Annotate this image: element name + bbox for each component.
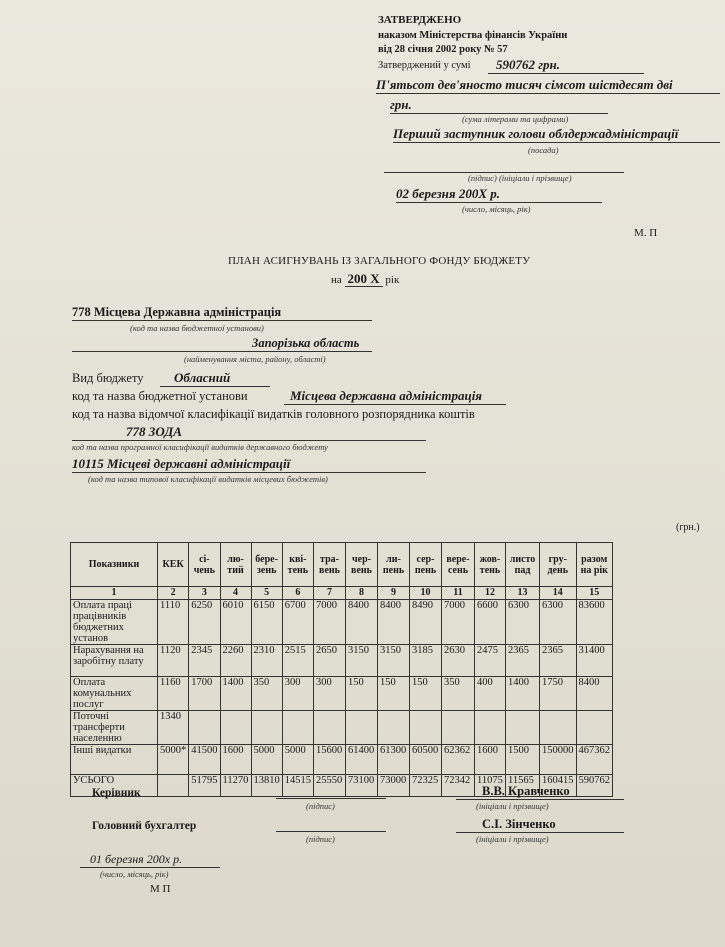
table-cell: 11565 (506, 775, 540, 797)
table-cell: 2630 (442, 645, 475, 677)
table-cell: 1700 (189, 677, 220, 711)
column-number: 7 (314, 587, 346, 600)
table-row-other-expenses (71, 745, 613, 775)
approved-sum-label: Затверджений у сумі (378, 60, 471, 71)
budget-code-label: код та назва бюджетної установи (72, 389, 248, 403)
table-cell: 72325 (410, 775, 442, 797)
header-cell: бере-зень (251, 543, 282, 587)
table-row-utilities (71, 677, 613, 711)
table-cell (540, 711, 577, 745)
row-label: Інші видатки (71, 745, 158, 775)
approval-date: 02 березня 200Х р. (396, 186, 602, 203)
accountant-name-caption: (ініціали і прізвище) (476, 834, 549, 844)
column-number: 6 (282, 587, 313, 600)
table-cell: 2365 (540, 645, 577, 677)
table-cell: 51795 (189, 775, 220, 797)
allocation-table (70, 542, 613, 797)
head-signature-line (276, 796, 386, 799)
column-number: 8 (346, 587, 378, 600)
table-cell: 2310 (251, 645, 282, 677)
table-header-row (71, 543, 613, 587)
table-cell: 2345 (189, 645, 220, 677)
region-value: Запорізька область (72, 336, 372, 352)
head-name-caption: (ініціали і прізвище) (476, 801, 549, 811)
table-cell: 11270 (220, 775, 251, 797)
table-cell: 8400 (378, 600, 410, 645)
table-cell: 150 (378, 677, 410, 711)
header-cell: тра-вень (314, 543, 346, 587)
table-cell: 150 (346, 677, 378, 711)
table-row-payroll-charges (71, 645, 613, 677)
table-cell: 2365 (506, 645, 540, 677)
column-number: 14 (540, 587, 577, 600)
column-number: 3 (189, 587, 220, 600)
header-cell: разом на рік (576, 543, 613, 587)
table-cell (189, 711, 220, 745)
program-classification-caption: код та назва програмної класифікації видатків державного бюджету (72, 442, 328, 452)
table-cell: 15600 (314, 745, 346, 775)
header-cell: КЕК (158, 543, 189, 587)
table-cell: 350 (442, 677, 475, 711)
table-cell: 3150 (346, 645, 378, 677)
table-cell: 1400 (220, 677, 251, 711)
table-cell: 8490 (410, 600, 442, 645)
accountant-name: С.І. Зінченко (456, 817, 624, 833)
column-number: 1 (71, 587, 158, 600)
table-cell: 72342 (442, 775, 475, 797)
institution-caption: (код та назва бюджетної установи) (130, 323, 264, 333)
column-number: 9 (378, 587, 410, 600)
header-cell: ли-пень (378, 543, 410, 587)
column-number: 11 (442, 587, 475, 600)
table-cell (442, 711, 475, 745)
plan-title: ПЛАН АСИГНУВАНЬ ІЗ ЗАГАЛЬНОГО ФОНДУ БЮДЖЕТУ (228, 255, 531, 267)
column-number: 10 (410, 587, 442, 600)
table-cell (576, 711, 613, 745)
column-number: 15 (576, 587, 613, 600)
table-cell: 2650 (314, 645, 346, 677)
table-cell: 6300 (540, 600, 577, 645)
approver-position: Перший заступник голови облдержадміністрації (393, 126, 720, 143)
table-cell: 350 (251, 677, 282, 711)
column-number: 4 (220, 587, 251, 600)
table-cell (410, 711, 442, 745)
table-cell: 300 (314, 677, 346, 711)
header-cell: сі-чень (189, 543, 220, 587)
table-cell: 2515 (282, 645, 313, 677)
table-cell: 1500 (506, 745, 540, 775)
sum-in-words-line-2: грн. (390, 97, 608, 114)
table-cell (251, 711, 282, 745)
header-cell: кві-тень (282, 543, 313, 587)
institution-value: 778 Місцева Державна адміністрація (72, 305, 372, 321)
header-cell: чер-вень (346, 543, 378, 587)
budget-type-label: Вид бюджету (72, 371, 144, 385)
table-cell (220, 711, 251, 745)
column-number: 12 (475, 587, 506, 600)
position-caption: (посада) (528, 145, 559, 155)
column-number: 2 (158, 587, 189, 600)
approval-stamp-mark: М. П (634, 227, 658, 239)
header-cell: сер-пень (410, 543, 442, 587)
header-cell: жов-тень (475, 543, 506, 587)
table-row-salary (71, 600, 613, 645)
plan-year-suffix: рік (385, 274, 400, 286)
table-cell: 61400 (346, 745, 378, 775)
table-cell: 7000 (314, 600, 346, 645)
table-cell: 8400 (576, 677, 613, 711)
dept-classification-label: код та назва відомчої класифікації видатків головного розпорядника коштів (72, 407, 475, 421)
table-cell: 1110 (158, 600, 189, 645)
table-cell: 3185 (410, 645, 442, 677)
accountant-label: Головний бухгалтер (92, 820, 197, 832)
table-cell: 2260 (220, 645, 251, 677)
table-cell: 60500 (410, 745, 442, 775)
table-cell: 14515 (282, 775, 313, 797)
table-cell (475, 711, 506, 745)
budget-type-value: Обласний (160, 370, 270, 387)
table-cell: 41500 (189, 745, 220, 775)
approved-sum-value: 590762 грн. (488, 57, 644, 74)
head-name: В.В. Кравченко (456, 784, 624, 800)
table-cell: 62362 (442, 745, 475, 775)
accountant-signature-line (276, 829, 386, 832)
table-row-transfers (71, 711, 613, 745)
table-cell: 160415 (540, 775, 577, 797)
table-cell: 6150 (251, 600, 282, 645)
region-caption: (найменування міста, району, області) (184, 354, 326, 364)
budget-code-value: Місцева державна адміністрація (284, 388, 506, 405)
table-cell: 467362 (576, 745, 613, 775)
table-cell: 6600 (475, 600, 506, 645)
header-cell: гру-день (540, 543, 577, 587)
row-label: Оплата комунальних послуг (71, 677, 158, 711)
header-cell: листо пад (506, 543, 540, 587)
column-number-row (71, 587, 613, 600)
program-classification-value: 778 ЗОДА (72, 424, 426, 441)
table-cell: 1600 (220, 745, 251, 775)
table-cell (506, 711, 540, 745)
row-label: Поточні трансферти населенню (71, 711, 158, 745)
table-cell: 7000 (442, 600, 475, 645)
table-cell: 73000 (378, 775, 410, 797)
table-cell (346, 711, 378, 745)
table-cell: 5000 (251, 745, 282, 775)
table-cell: 150 (410, 677, 442, 711)
sum-caption: (сума літерами та цифрами) (462, 114, 569, 124)
table-cell: 13810 (251, 775, 282, 797)
header-cell: вере-сень (442, 543, 475, 587)
table-cell (378, 711, 410, 745)
plan-year-value: 200 Х (345, 271, 383, 287)
row-label: УСЬОГО (71, 775, 158, 797)
table-cell: 6010 (220, 600, 251, 645)
currency-label: (грн.) (676, 522, 700, 533)
table-cell: 8400 (346, 600, 378, 645)
table-cell: 1120 (158, 645, 189, 677)
accountant-signature-caption: (підпис) (306, 834, 335, 844)
signing-stamp-mark: М П (150, 883, 171, 895)
header-cell: лю-тий (220, 543, 251, 587)
table-cell: 2475 (475, 645, 506, 677)
table-cell: 1750 (540, 677, 577, 711)
table-cell: 6250 (189, 600, 220, 645)
head-signature-caption: (підпис) (306, 801, 335, 811)
plan-year-on: на (331, 274, 342, 286)
table-cell: 1600 (475, 745, 506, 775)
table-cell: 1400 (506, 677, 540, 711)
table-cell: 83600 (576, 600, 613, 645)
signature-caption: (підпис) (ініціали і прізвище) (468, 173, 572, 183)
order-line-2: від 28 січня 2002 року № 57 (378, 44, 508, 55)
approved-heading: ЗАТВЕРДЖЕНО (378, 14, 462, 26)
table-cell: 3150 (378, 645, 410, 677)
table-cell: 5000* (158, 745, 189, 775)
table-cell: 11075 (475, 775, 506, 797)
table-cell: 590762 (576, 775, 613, 797)
table-cell: 25550 (314, 775, 346, 797)
table-cell (314, 711, 346, 745)
signing-date-caption: (число, місяць, рік) (100, 869, 169, 879)
table-cell: 150000 (540, 745, 577, 775)
table-cell: 1340 (158, 711, 189, 745)
plan-year-line (331, 271, 399, 287)
signing-date: 01 березня 200х р. (80, 852, 220, 868)
column-number: 13 (506, 587, 540, 600)
table-cell: 73100 (346, 775, 378, 797)
typical-classification-value: 10115 Місцеві державні адміністрації (72, 456, 426, 473)
table-cell: 31400 (576, 645, 613, 677)
table-cell: 300 (282, 677, 313, 711)
column-number: 5 (251, 587, 282, 600)
table-cell: 1160 (158, 677, 189, 711)
typical-classification-caption: (код та назва типової класифікації видатків місцевих бюджетів) (88, 474, 328, 484)
approval-date-caption: (число, місяць, рік) (462, 204, 531, 214)
table-cell (158, 775, 189, 797)
table-cell: 5000 (282, 745, 313, 775)
table-cell (282, 711, 313, 745)
header-cell: Показники (71, 543, 158, 587)
table-cell: 6300 (506, 600, 540, 645)
row-label: Оплата праці працівників бюджетних установ (71, 600, 158, 645)
head-label: Керівник (92, 787, 141, 799)
row-label: Нарахування на заробітну плату (71, 645, 158, 677)
table-cell: 61300 (378, 745, 410, 775)
order-line-1: наказом Міністерства фінансів України (378, 30, 568, 41)
table-cell: 400 (475, 677, 506, 711)
table-cell: 6700 (282, 600, 313, 645)
sum-in-words-line-1: П'ятьсот дев'яносто тисяч сімсот шістдесят дві (376, 77, 720, 94)
